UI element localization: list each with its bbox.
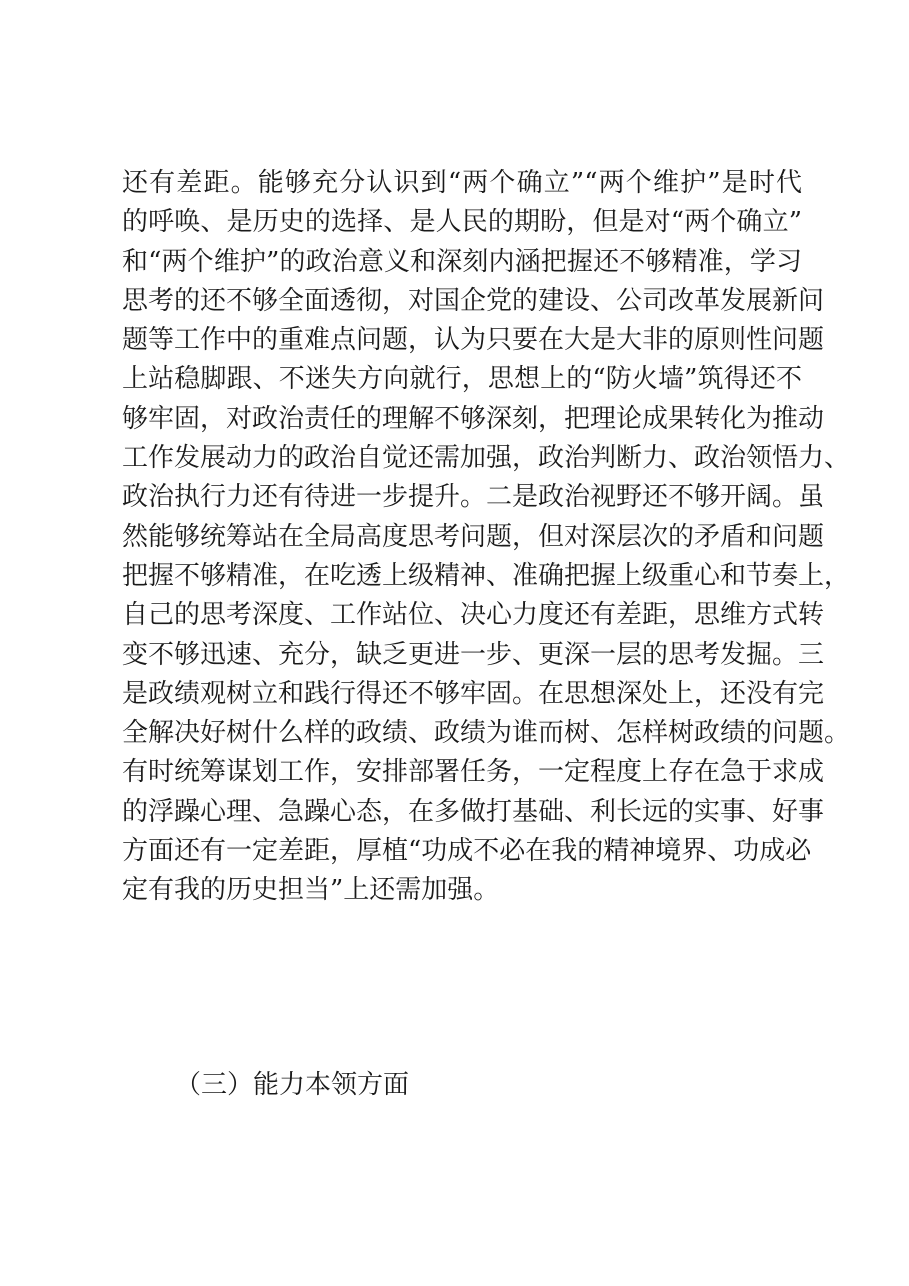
section-heading: （三）能力本领方面 (175, 1070, 410, 1100)
paragraph-line: 题等工作中的重难点问题，认为只要在大是大非的原则性问题 (122, 325, 825, 356)
paragraph-line: 是政绩观树立和践行得还不够牢固。在思想深处上，还没有完 (122, 678, 825, 709)
paragraph-line: 变不够迅速、充分，缺乏更进一步、更深一层的思考发掘。三 (122, 639, 825, 670)
paragraph-line: 方面还有一定差距，厚植“功成不必在我的精神境界、功成必 (122, 836, 812, 867)
paragraph-line: 有时统筹谋划工作，安排部署任务，一定程度上存在急于求成 (122, 757, 825, 788)
paragraph-line: 够牢固，对政治责任的理解不够深刻，把理论成果转化为推动 (122, 403, 825, 434)
paragraph-line: 全解决好树什么样的政绩、政绩为谁而树、怎样树政绩的问题。 (122, 718, 851, 749)
paragraph-line: 然能够统筹站在全局高度思考问题，但对深层次的矛盾和问题 (122, 521, 825, 552)
paragraph-line: 把握不够精准，在吃透上级精神、准确把握上级重心和节奏上， (122, 560, 851, 591)
paragraph-line: 自己的思考深度、工作站位、决心力度还有差距，思维方式转 (122, 600, 825, 631)
paragraph-line: 还有差距。能够充分认识到“两个确立”“两个维护”是时代 (122, 168, 802, 198)
paragraph-line: 思考的还不够全面透彻，对国企党的建设、公司改革发展新问 (122, 285, 825, 316)
body-paragraph (122, 164, 851, 911)
paragraph-line: 的呼唤、是历史的选择、是人民的期盼，但是对“两个确立” (122, 207, 802, 238)
paragraph-line: 的浮躁心理、急躁心态，在多做打基础、利长远的实事、好事 (122, 796, 825, 827)
paragraph-line: 定有我的历史担当”上还需加强。 (122, 875, 500, 906)
paragraph-line: 工作发展动力的政治自觉还需加强，政治判断力、政治领悟力、 (122, 443, 851, 474)
paragraph-line: 上站稳脚跟、不迷失方向就行，思想上的“防火墙”筑得还不 (122, 364, 802, 395)
paragraph-line: 政治执行力还有待进一步提升。二是政治视野还不够开阔。虽 (122, 482, 825, 513)
paragraph-line: 和“两个维护”的政治意义和深刻内涵把握还不够精准，学习 (122, 246, 802, 277)
